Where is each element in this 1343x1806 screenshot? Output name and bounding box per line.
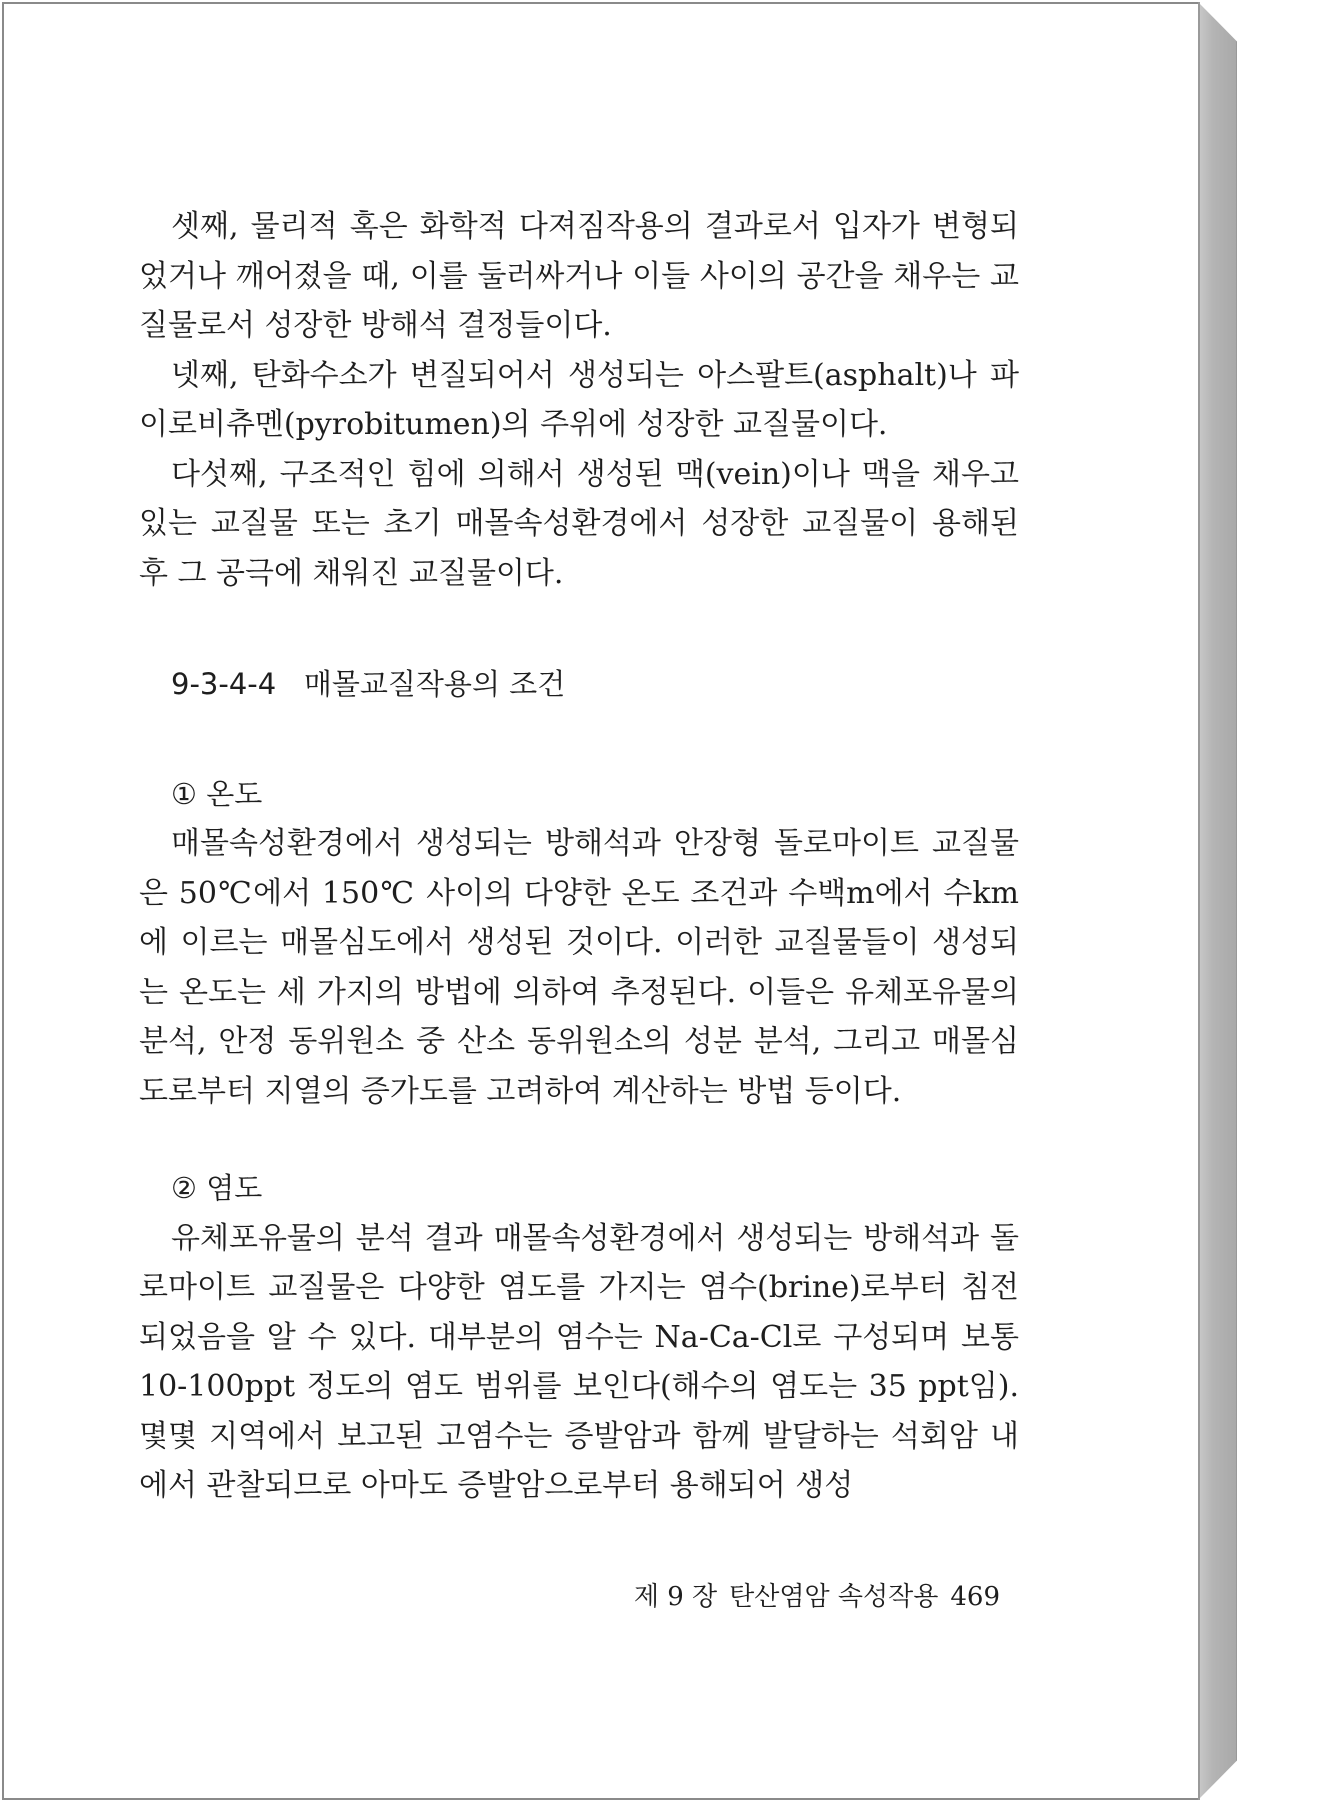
footer-chapter-title: 탄산염암 속성작용 [729,1582,939,1612]
page-footer [604,1576,1000,1613]
section-title: 매몰교질작용의 조건 [303,667,566,701]
page-number: 469 [950,1582,1000,1612]
paragraph-third: 셋째, 물리적 혹은 화학적 다져짐작용의 결과로서 입자가 변형되었거나 깨어졌을 때, 이를 둘러싸거나 이들 사이의 공간을 채우는 교질물로서 성장한 방해석 결정들이다. [139,209,1019,343]
page-edge-line [1198,2,1200,1800]
book-page-edges [1198,2,1237,1800]
paragraph-fifth: 다섯째, 구조적인 힘에 의해서 생성된 맥(vein)이나 맥을 채우고 있는 교질물 또는 초기 매몰속성환경에서 성장한 교질물이 용해된 후 그 공극에 채워진 교질물이다. [139,456,1019,591]
temperature-paragraph: 매몰속성환경에서 생성되는 방해석과 안장형 돌로마이트 교질물은 50℃에서 150℃ 사이의 다양한 온도 조건과 수백m에서 수km에 이르는 매몰심도에서 생성된 것이다. 이러한 교질물들이 생성되는 온도는 세 가지의 방법에 의하여 추정된다. 이들은 유체포유물의 분석, 안정 동위원소 중 산소 동위원소의 성분 분석, 그리고 매몰심도로부터 지열의 증가도를 고려하여 계산하는 방법 등이다. [139,826,1019,1109]
temperature-heading: ① 온도 [171,776,263,811]
salinity-heading: ② 염도 [171,1171,263,1205]
salinity-paragraph: 유체포유물의 분석 결과 매몰속성환경에서 생성되는 방해석과 돌로마이트 교질물은 다양한 염도를 가지는 염수(brine)로부터 침전되었음을 알 수 있다. 대부분의 염수는 Na-Ca-Cl로 구성되며 보통 10-100ppt 정도의 염도 범위를 보인다(해수의 염도는 35 ppt임). 몇몇 지역에서 보고된 고염수는 증발암과 함께 발달하는 석회암 내에서 관찰되므로 아마도 증발암으로부터 용해되어 생성 [139,1220,1019,1503]
paragraph-fourth: 넷째, 탄화수소가 변질되어서 생성되는 아스팔트(asphalt)나 파이로비츄멘(pyrobitumen)의 주위에 성장한 교질물이다. [139,357,1019,442]
section-number: 9-3-4-4 [171,667,277,701]
section-heading [139,660,1019,710]
page-body [139,202,1019,1511]
footer-chapter: 제 9 장 [633,1582,718,1612]
book-page [2,2,1200,1800]
